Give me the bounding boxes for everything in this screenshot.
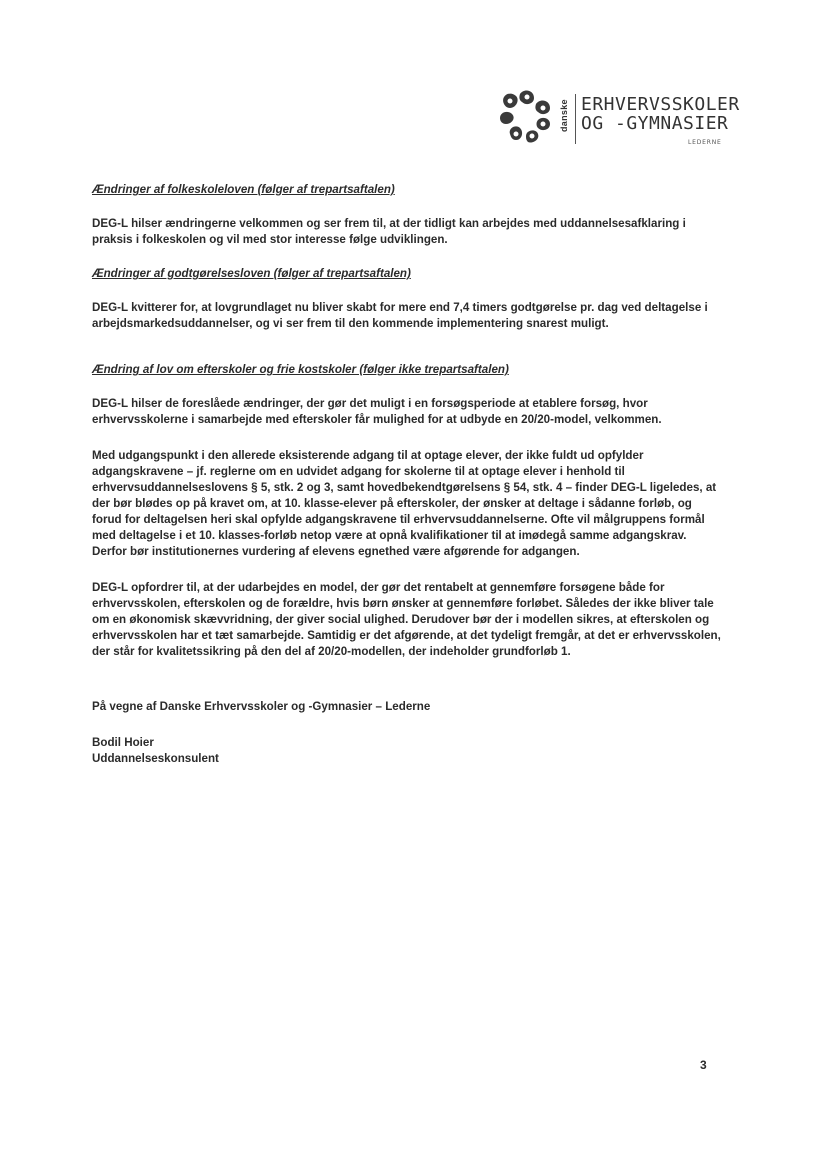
document-body xyxy=(92,182,722,767)
signatory-name: Bodil Hoier xyxy=(92,736,154,749)
logo-line-2: OG -GYMNASIER xyxy=(581,113,729,134)
logo-subtext: LEDERNE xyxy=(688,139,722,146)
section-heading-folkeskoleloven: Ændringer af folkeskoleloven (følger af trepartsaftalen) xyxy=(92,183,395,196)
section-heading-efterskoler: Ændring af lov om efterskoler og frie kostskoler (følger ikke trepartsaftalen) xyxy=(92,363,509,376)
paragraph-efterskoler-1: DEG-L hilser de foreslåede ændringer, der gør det muligt i en forsøgsperiode at etablere forsøg, hvor erhvervsskolerne i samarbejde med efterskoler får mulighed for at udbyde en 20/20-model, velkommen. xyxy=(92,397,662,426)
logo-divider xyxy=(575,94,576,144)
section-heading-godtgorelsesloven: Ændringer af godtgørelsesloven (følger af trepartsaftalen) xyxy=(92,267,411,280)
closing-on-behalf: På vegne af Danske Erhvervsskoler og -Gymnasier – Lederne xyxy=(92,700,431,713)
signatory-title: Uddannelseskonsulent xyxy=(92,752,219,765)
paragraph-godtgorelsesloven: DEG-L kvitterer for, at lovgrundlaget nu bliver skabt for mere end 7,4 timers godtgørelse pr. dag ved deltagelse i arbejdsmarkedsuddannelser, og vi ser frem til den kommende implementering snarest muligt. xyxy=(92,301,708,330)
logo-petals-icon xyxy=(498,88,560,150)
paragraph-folkeskoleloven: DEG-L hilser ændringerne velkommen og ser frem til, at der tidligt kan arbejdes med uddannelsesafklaring i praksis i folkeskolen og vil med stor interesse følge udviklingen. xyxy=(92,217,686,246)
logo-line-1: ERHVERVSSKOLER xyxy=(581,94,740,115)
paragraph-efterskoler-2: Med udgangspunkt i den allerede eksisterende adgang til at optage elever, der ikke fuldt ud opfylder adgangskravene – jf. reglerne om en udvidet adgang for skolerne til at optage elever i henhold til erhvervsuddannelseslovens § 5, stk. 2 og 3, samt hovedbekendtgørelsens § 54, stk. 4 – finder DEG-L ligeledes, at der bør blødes op på kravet om, at 10. klasse-elever på efterskoler, der ønsker at deltage i sådanne forløb, og forud for deltagelsen heri skal opfylde adgangskravene til erhvervsuddannelserne. Ofte vil målgruppens formål med deltagelse i et 10. klasses-forløb netop være at opnå kvalifikationer til at imødegå samme adgangskrav. Derfor bør institutionernes vurdering af elevens egnethed være afgørende for adgangen. xyxy=(92,449,717,558)
paragraph-efterskoler-3: DEG-L opfordrer til, at der udarbejdes en model, der gør det rentabelt at gennemføre forsøgene både for erhvervsskolen, efterskolen og de forældre, hvis børn ønsker at gennemføre forløbet. Således der ikke bliver tale om en økonomisk skævvridning, der giver social ulighed. Derudover bør der i modellen sikres, at efterskolen og erhvervsskolen har et tæt samarbejde. Samtidig er det afgørende, at det tydeligt fremgår, at det er erhvervsskolen, der står for kvalitetssikring på den del af 20/20-modellen, der indeholder grundforløb 1. xyxy=(92,581,721,658)
logo-small-text: danske xyxy=(559,99,569,133)
page-number: 3 xyxy=(700,1058,707,1072)
